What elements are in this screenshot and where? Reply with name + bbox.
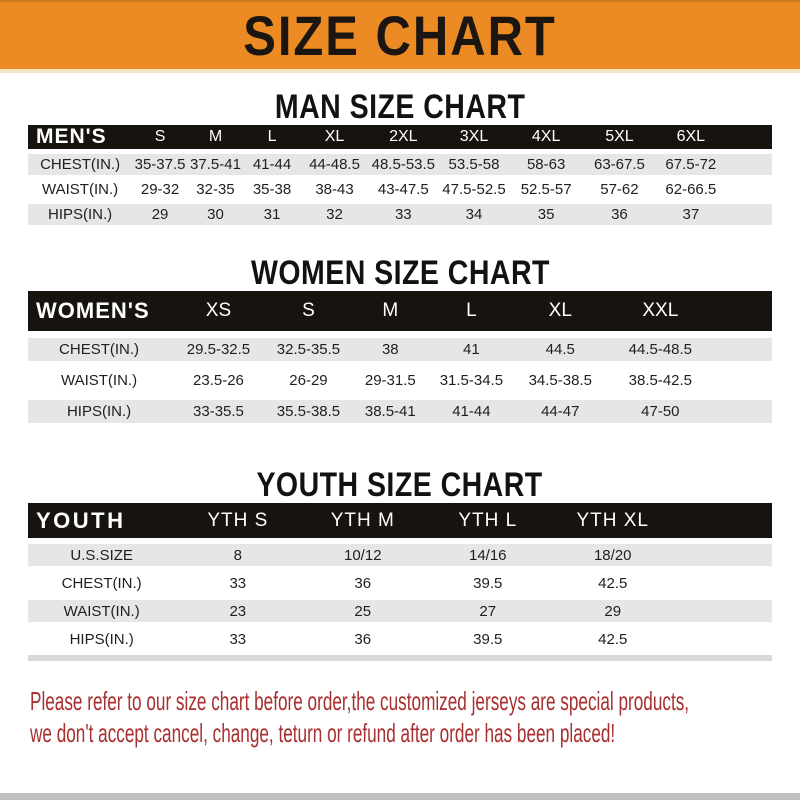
- size-value-cell: 37: [656, 202, 726, 227]
- header-spacer: [675, 503, 772, 541]
- size-value-cell: 34.5-38.5: [512, 365, 608, 396]
- size-value-cell: 31.5-34.5: [430, 365, 512, 396]
- row-spacer: [726, 152, 772, 177]
- size-value-cell: 35-38: [243, 177, 301, 202]
- size-value-cell: 44.5-48.5: [608, 334, 712, 365]
- size-value-cell: 27: [425, 597, 550, 625]
- size-value-cell: 44-48.5: [301, 152, 368, 177]
- size-value-cell: 62-66.5: [656, 177, 726, 202]
- row-label: HIPS(IN.): [28, 625, 175, 653]
- size-column-header: XS: [170, 291, 267, 334]
- size-column-header: 5XL: [583, 125, 656, 152]
- women-size-table: [28, 291, 772, 427]
- size-column-header: XXL: [608, 291, 712, 334]
- row-label: HIPS(IN.): [28, 396, 170, 427]
- row-label: WAIST(IN.): [28, 597, 175, 625]
- row-spacer: [712, 365, 772, 396]
- size-value-cell: 10/12: [300, 541, 425, 569]
- disclaimer-line-1: Please refer to our size chart before order,the customized jerseys are special products,: [30, 686, 690, 716]
- table-header-row: [28, 291, 772, 334]
- table-header-row: [28, 125, 772, 152]
- row-spacer: [726, 202, 772, 227]
- size-value-cell: 32: [301, 202, 368, 227]
- size-column-header: XL: [301, 125, 368, 152]
- row-label: U.S.SIZE: [28, 541, 175, 569]
- table-row: [28, 625, 772, 653]
- size-value-cell: 8: [175, 541, 300, 569]
- size-value-cell: 37.5-41: [188, 152, 243, 177]
- size-column-header: 4XL: [509, 125, 583, 152]
- size-column-header: YTH L: [425, 503, 550, 541]
- size-value-cell: 25: [300, 597, 425, 625]
- youth-size-table: [28, 503, 772, 653]
- size-value-cell: 57-62: [583, 177, 656, 202]
- size-value-cell: 33: [175, 625, 300, 653]
- size-value-cell: 47.5-52.5: [439, 177, 510, 202]
- row-label: WAIST(IN.): [28, 177, 132, 202]
- youth-table-bottom-strip: [28, 655, 772, 661]
- table-row: [28, 202, 772, 227]
- youth-section-heading: YOUTH SIZE CHART: [256, 465, 544, 504]
- size-value-cell: 48.5-53.5: [368, 152, 439, 177]
- table-header-row: [28, 503, 772, 541]
- size-value-cell: 33-35.5: [170, 396, 267, 427]
- row-spacer: [712, 396, 772, 427]
- size-column-header: L: [243, 125, 301, 152]
- header-spacer: [712, 291, 772, 334]
- size-value-cell: 41-44: [430, 396, 512, 427]
- size-value-cell: 33: [368, 202, 439, 227]
- size-column-header: S: [132, 125, 188, 152]
- size-value-cell: 38: [350, 334, 430, 365]
- size-value-cell: 35: [509, 202, 583, 227]
- table-corner-label: WOMEN'S: [28, 291, 170, 334]
- size-chart-banner: [0, 0, 800, 73]
- disclaimer-note: [30, 685, 800, 749]
- size-value-cell: 44-47: [512, 396, 608, 427]
- size-value-cell: 26-29: [267, 365, 350, 396]
- size-value-cell: 41: [430, 334, 512, 365]
- size-value-cell: 33: [175, 569, 300, 597]
- banner-title: SIZE CHART: [243, 4, 557, 67]
- women-section-heading: WOMEN SIZE CHART: [250, 253, 550, 292]
- size-value-cell: 36: [300, 569, 425, 597]
- row-spacer: [726, 177, 772, 202]
- size-value-cell: 43-47.5: [368, 177, 439, 202]
- row-spacer: [675, 569, 772, 597]
- table-row: [28, 396, 772, 427]
- row-label: CHEST(IN.): [28, 334, 170, 365]
- row-label: CHEST(IN.): [28, 569, 175, 597]
- table-row: [28, 569, 772, 597]
- row-label: CHEST(IN.): [28, 152, 132, 177]
- size-value-cell: 58-63: [509, 152, 583, 177]
- size-value-cell: 38-43: [301, 177, 368, 202]
- size-value-cell: 14/16: [425, 541, 550, 569]
- size-value-cell: 35.5-38.5: [267, 396, 350, 427]
- row-spacer: [675, 625, 772, 653]
- size-column-header: S: [267, 291, 350, 334]
- size-value-cell: 39.5: [425, 625, 550, 653]
- header-spacer: [726, 125, 772, 152]
- table-row: [28, 152, 772, 177]
- size-value-cell: 63-67.5: [583, 152, 656, 177]
- size-column-header: 3XL: [439, 125, 510, 152]
- size-value-cell: 34: [439, 202, 510, 227]
- size-value-cell: 41-44: [243, 152, 301, 177]
- table-row: [28, 597, 772, 625]
- size-column-header: 6XL: [656, 125, 726, 152]
- size-value-cell: 38.5-41: [350, 396, 430, 427]
- table-row: [28, 541, 772, 569]
- size-column-header: 2XL: [368, 125, 439, 152]
- table-corner-label: MEN'S: [28, 125, 132, 152]
- size-value-cell: 53.5-58: [439, 152, 510, 177]
- row-spacer: [712, 334, 772, 365]
- size-value-cell: 29.5-32.5: [170, 334, 267, 365]
- size-value-cell: 47-50: [608, 396, 712, 427]
- size-value-cell: 23: [175, 597, 300, 625]
- size-value-cell: 29: [132, 202, 188, 227]
- size-value-cell: 31: [243, 202, 301, 227]
- size-value-cell: 42.5: [550, 625, 675, 653]
- size-value-cell: 42.5: [550, 569, 675, 597]
- size-value-cell: 29-32: [132, 177, 188, 202]
- size-value-cell: 29-31.5: [350, 365, 430, 396]
- row-label: HIPS(IN.): [28, 202, 132, 227]
- size-value-cell: 18/20: [550, 541, 675, 569]
- size-value-cell: 67.5-72: [656, 152, 726, 177]
- size-value-cell: 35-37.5: [132, 152, 188, 177]
- size-value-cell: 52.5-57: [509, 177, 583, 202]
- size-column-header: YTH M: [300, 503, 425, 541]
- row-spacer: [675, 541, 772, 569]
- size-value-cell: 32.5-35.5: [267, 334, 350, 365]
- size-column-header: XL: [512, 291, 608, 334]
- size-column-header: M: [350, 291, 430, 334]
- men-section-heading: MAN SIZE CHART: [274, 87, 526, 126]
- size-column-header: YTH XL: [550, 503, 675, 541]
- row-label: WAIST(IN.): [28, 365, 170, 396]
- size-value-cell: 38.5-42.5: [608, 365, 712, 396]
- table-row: [28, 334, 772, 365]
- size-column-header: L: [430, 291, 512, 334]
- row-spacer: [675, 597, 772, 625]
- size-value-cell: 36: [583, 202, 656, 227]
- table-corner-label: YOUTH: [28, 503, 175, 541]
- disclaimer-line-2: we don't accept cancel, change, teturn or refund after order has been placed!: [30, 718, 616, 748]
- size-value-cell: 23.5-26: [170, 365, 267, 396]
- size-value-cell: 36: [300, 625, 425, 653]
- men-size-table: [28, 125, 772, 227]
- size-value-cell: 30: [188, 202, 243, 227]
- size-value-cell: 39.5: [425, 569, 550, 597]
- size-column-header: M: [188, 125, 243, 152]
- size-column-header: YTH S: [175, 503, 300, 541]
- size-value-cell: 32-35: [188, 177, 243, 202]
- table-row: [28, 365, 772, 396]
- size-value-cell: 29: [550, 597, 675, 625]
- table-row: [28, 177, 772, 202]
- size-value-cell: 44.5: [512, 334, 608, 365]
- page-bottom-strip: [0, 793, 800, 800]
